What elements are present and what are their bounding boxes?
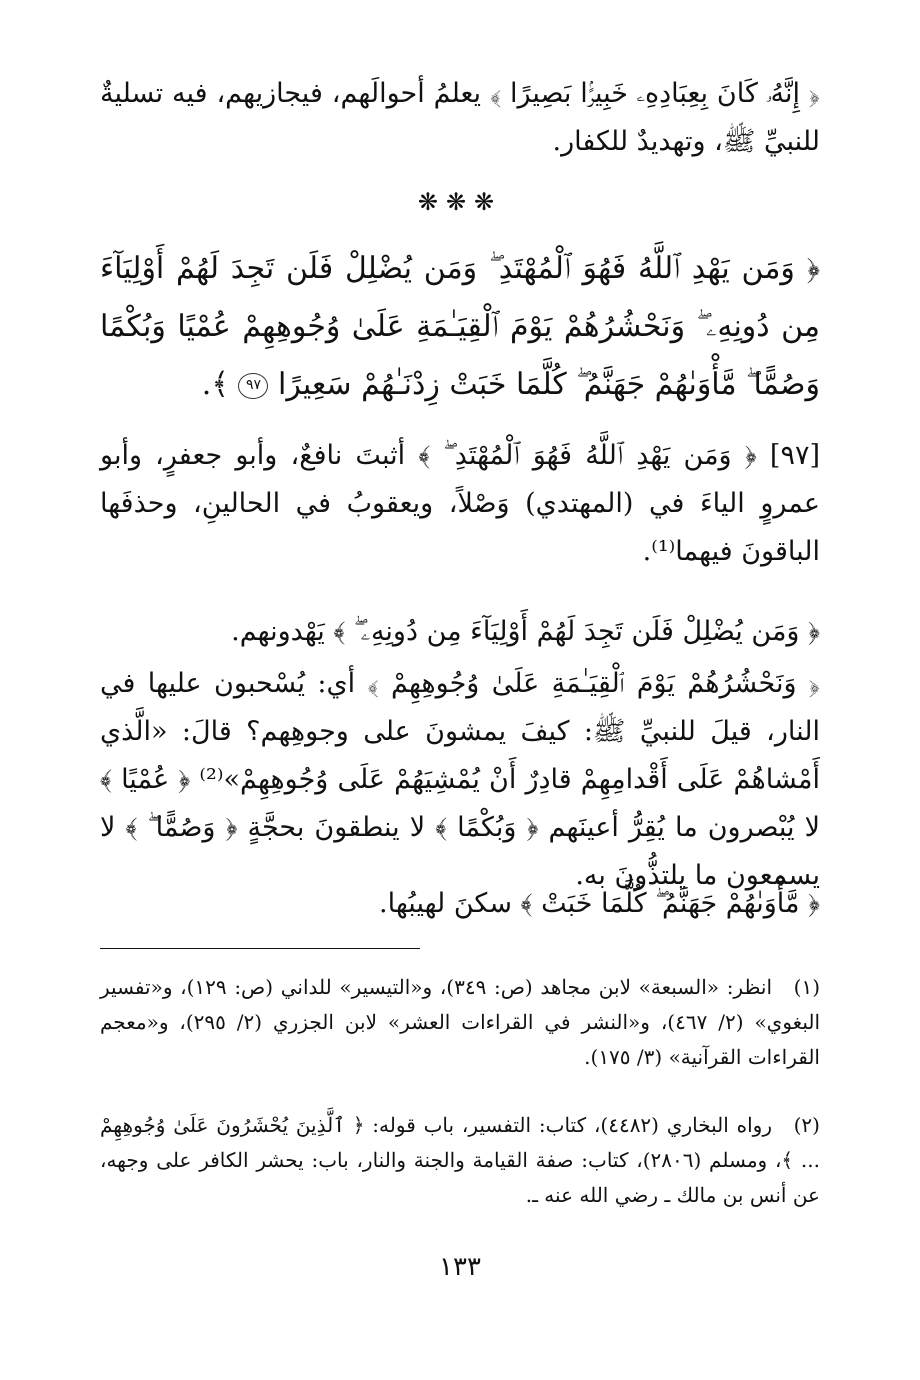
footnote-number: (٢) — [793, 1113, 820, 1137]
commentary-paragraph: ﴿ مَّأْوَىٰهُمْ جَهَنَّمُ ۖ كُلَّمَا خَبَتْ ﴾ سكنَ لهيبُها. — [379, 888, 820, 919]
commentary-paragraph: ﴿ وَنَحْشُرُهُمْ يَوْمَ ٱلْقِيَـٰمَةِ عَلَىٰ وُجُوهِهِمْ ﴾ أي: يُسْحبون عليها في النار، قيلَ للنبيِّ ﷺ: كيفَ يمشونَ على وجوهِهم؟ قالَ: «الَّذي أَمْشاهُمْ عَلَى أَقْدامِهِمْ قادِرٌ أَنْ يُمْشِيَهُمْ عَلَى وُجُوهِهِمْ»⁽²⁾ ﴿ عُمْيًا ﴾ لا يُبْصرون ما يُقِرُّ أعينَهم ﴿ وَبُكْمًا ﴾ لا ينطقونَ بحجَّةٍ ﴿ وَصُمًّا ۖ ﴾ لا يسمعون ما يلتذُّونَ به. — [100, 668, 821, 891]
footnote-divider — [100, 948, 420, 949]
quran-verse-block — [100, 240, 820, 414]
ayah-number-marker: ٩٧ — [238, 373, 268, 399]
quran-verse-close: ﴾. — [201, 367, 229, 402]
commentary-paragraph: [٩٧] ﴿ وَمَن يَهْدِ ٱللَّهُ فَهُوَ ٱلْمُهْتَدِ ۖ ﴾ أثبتَ نافعٌ، وأبو جعفرٍ، وأبو عمروٍ الياءَ في (المهتدي) وَصْلاً، ويعقوبُ في الحالينِ، وحذفَها الباقونَ فيهما⁽¹⁾. — [100, 440, 820, 567]
quran-verse-text: ﴿ وَمَن يَهْدِ ٱللَّهُ فَهُوَ ٱلْمُهْتَدِ ۖ وَمَن يُضْلِلْ فَلَن تَجِدَ لَهُمْ أَوْلِيَآءَ مِن دُونِهِۦ ۖ وَنَحْشُرُهُمْ يَوْمَ ٱلْقِيَـٰمَةِ عَلَىٰ وُجُوهِهِمْ عُمْيًا وَبُكْمًا وَصُمًّا ۖ مَّأْوَىٰهُمْ جَهَنَّمُ ۖ كُلَّمَا خَبَتْ زِدْنَـٰهُمْ سَعِيرًا — [100, 251, 820, 402]
commentary-paragraph: ﴿ وَمَن يُضْلِلْ فَلَن تَجِدَ لَهُمْ أَوْلِيَآءَ مِن دُونِهِۦ ۖ ﴾ يَهْدونهم. — [231, 616, 820, 647]
footnote — [100, 1108, 820, 1213]
page-number: ١٣٣ — [439, 1252, 481, 1282]
intro-paragraph: ﴿ إِنَّهُۥ كَانَ بِعِبَادِهِۦ خَبِيرًۢا بَصِيرًا ﴾ يعلمُ أحوالَهم، فيجازيهم، فيه تسليةٌ للنبيِّ ﷺ، وتهديدٌ للكفار. — [100, 78, 820, 157]
section-separator: ❋❋❋ — [417, 188, 503, 216]
footnote-number: (١) — [793, 975, 820, 999]
footnote — [100, 970, 820, 1075]
footnote-text: رواه البخاري (٤٤٨٢)، كتاب: التفسير، باب قوله: ﴿ ٱلَّذِينَ يُحْشَرُونَ عَلَىٰ وُجُوهِهِمْ ... ﴾، ومسلم (٢٨٠٦)، كتاب: صفة القيامة والجنة والنار، باب: يحشر الكافر على وجهه، عن أنس بن مالك ـ رضي الله عنه ـ. — [100, 1113, 821, 1207]
footnote-text: انظر: «السبعة» لابن مجاهد (ص: ٣٤٩)، و«التيسير» للداني (ص: ١٢٩)، و«تفسير البغوي» (٢/ ٤٦٧)، و«النشر في القراءات العشر» لابن الجزري (٢/ ٢٩٥)، و«معجم القراءات القرآنية» (٣/ ١٧٥). — [100, 975, 821, 1069]
